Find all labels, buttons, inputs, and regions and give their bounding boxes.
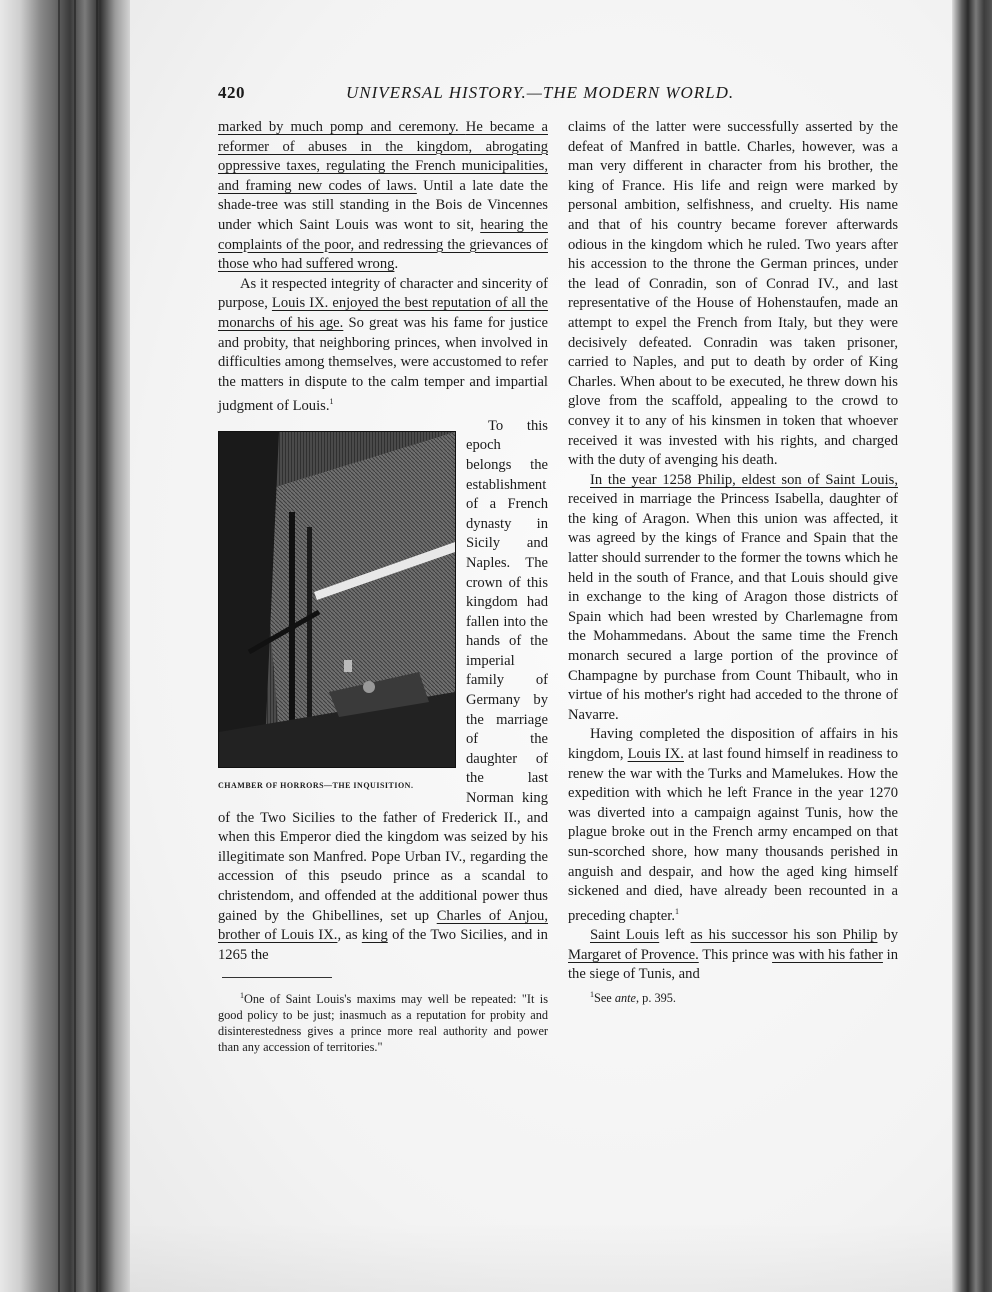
text-run: claims of the latter were successfully asserted by the defeat of Manfred in battle. Charles, however, was a man very different in character from his brother, the king of France. His life and reign were marked by personal ambition, selfishness, and cruelty. His name and that of his country became forever afterwards odious in the kingdom which he ruled. Two years after his accession to the throne the German princes, under the lead of Conradin, son of Conrad IV., and last representative of the House of Hohenstaufen, made an attempt to expel the French from Italy, but they were decisively defeated. Conradin was taken prisoner, carried to Naples, and put to death by order of King Charles. When about to be executed, he threw down his glove from the scaffold, appealing to the crowd to convey it to any of his kinsmen in token that whoever received it was invested with his rights, and charged with the duty of avenging his death.: [568, 119, 898, 469]
underlined-text: Charles of Anjou, brother of Louis IX.: [218, 907, 548, 944]
paragraph: [218, 275, 548, 417]
footnote-italic: ante: [614, 991, 637, 1006]
gutter-line: [58, 0, 60, 1292]
footnote-mark: 1: [590, 989, 594, 999]
text-run: by: [877, 927, 899, 944]
footnote-reference: 1: [674, 906, 679, 916]
text-run: To this epoch belongs the establishment of a French dynasty in Sicily and Naples. The crown of this kingdom had fallen into the hands of the imperial family of Germany by the marriage of the daughter of the last Norman king of the Two Sicilies to the father of Frederick II., and when this Emperor died the kingdom was seized by his illegitimate son Manfred. Pope Urban IV., regarding the accession of this pseudo prince as a scandal to christendom, and offended at the additional power thus gained by the Ghibellines, set up: [218, 417, 548, 924]
underlined-text: was with his father: [772, 946, 883, 963]
text-run: received in marriage the Princess Isabella, daughter of the king of Aragon. When this union was affected, it was agreed by the kings of France and Spain that the latter should surrender to the former the towns which he held in the south of France, and that Louis should give in exchange to the king of Aragon those districts of Spain which had been wrested by Charlemagne from the Mohammedans. About the same time the French monarch secured a large portion of the province of Champagne by purchase from Count Thibault, who in virtue of his mother's right had acceded to the throne of Navarre.: [568, 491, 898, 723]
page-edge-right: [952, 0, 992, 1292]
underlined-text: eldest son of Saint Louis,: [741, 471, 898, 488]
underlined-text: marked by much pomp and ceremony.: [218, 119, 466, 135]
text-run: , as: [337, 927, 362, 944]
footnote-prefix: See: [594, 991, 615, 1006]
gutter-line: [74, 0, 76, 1292]
text-run: in the siege of Tunis, and: [568, 946, 899, 983]
underlined-text: Margaret of Provence.: [568, 946, 699, 963]
footnote-mark: 1: [240, 991, 244, 1001]
underlined-text: king: [361, 927, 388, 944]
page-number: 420: [218, 83, 245, 102]
paragraph: [568, 471, 898, 726]
underlined-text: as his successor his son Philip: [690, 927, 878, 944]
footnote-rule: [222, 977, 332, 978]
paragraph: [568, 118, 898, 471]
paragraph: [568, 926, 898, 985]
running-title: UNIVERSAL HISTORY.—THE MODERN WORLD.: [346, 83, 735, 102]
text-run: .: [394, 256, 399, 273]
page-header: [218, 83, 898, 107]
text-run: Having completed the disposition of affairs in his kingdom,: [568, 726, 898, 762]
underlined-text: hearing the complaints of the poor, and redressing the grievances of those who had suffered wrong: [218, 216, 548, 273]
figure-caption: CHAMBER OF HORRORS—THE INQUISITION.: [218, 780, 414, 790]
footnote: [568, 987, 898, 1006]
figure: [218, 431, 456, 796]
gutter-line: [96, 0, 98, 1292]
footnote-reference: 1: [329, 397, 334, 407]
right-column: [568, 118, 898, 1006]
text-run: at last found himself in readiness to renew the war with the Turks and Mamelukes. How the expedition with which he left France in the year 1270 was diverted into a campaign against Tunis, how the plague broke out in the French army encamped on that sun-scorched shore, how many thousands perished in anguish and despair, and how the aged king himself sickened and died, have already been recounted in a preceding chapter.: [568, 746, 898, 924]
footnote-text: One of Saint Louis's maxims may well be repeated: "It is good policy to be just; inasmuch as a reputation for probity and disinterestedness gives a prince more real authority and power than any accession of territories.": [218, 992, 548, 1055]
underlined-text: Louis IX.: [627, 746, 684, 762]
text-run: So great was his fame for justice and probity, that neighboring princes, when involved in difficulties among themselves, were accustomed to refer the matters in dispute to the calm temper and impartial judgment of Louis.: [218, 314, 549, 415]
paragraph: [568, 725, 898, 926]
text-run: Until a late date the shade-tree was still standing in the Bois de Vincennes under which Saint Louis was wont to sit,: [218, 177, 548, 233]
left-column: [218, 118, 548, 1055]
text-run: left: [659, 927, 691, 944]
footnote-suffix: , p. 395.: [636, 991, 676, 1006]
text-run: As it respected integrity of character and sincerity of purpose,: [218, 275, 548, 312]
text-run: This prince: [698, 946, 773, 963]
underlined-text: Saint Louis: [590, 927, 660, 944]
inquisition-engraving: [218, 431, 456, 768]
underlined-text: Louis IX. enjoyed the best reputation of all the monarchs of his age.: [218, 295, 548, 331]
underlined-text: He became a reformer of abuses in the kingdom, abrogating oppressive taxes, regulating the French municipalities, and framing new codes of laws.: [218, 119, 548, 194]
footnote: [218, 988, 548, 1055]
page-shadow: [130, 1222, 952, 1292]
underlined-text: In the year 1258 Philip,: [590, 471, 742, 488]
engraving-illustration: [219, 432, 455, 767]
paragraph: [218, 118, 548, 275]
text-run: of the Two Sicilies, and in 1265 the: [218, 927, 548, 963]
book-gutter: [0, 0, 130, 1292]
